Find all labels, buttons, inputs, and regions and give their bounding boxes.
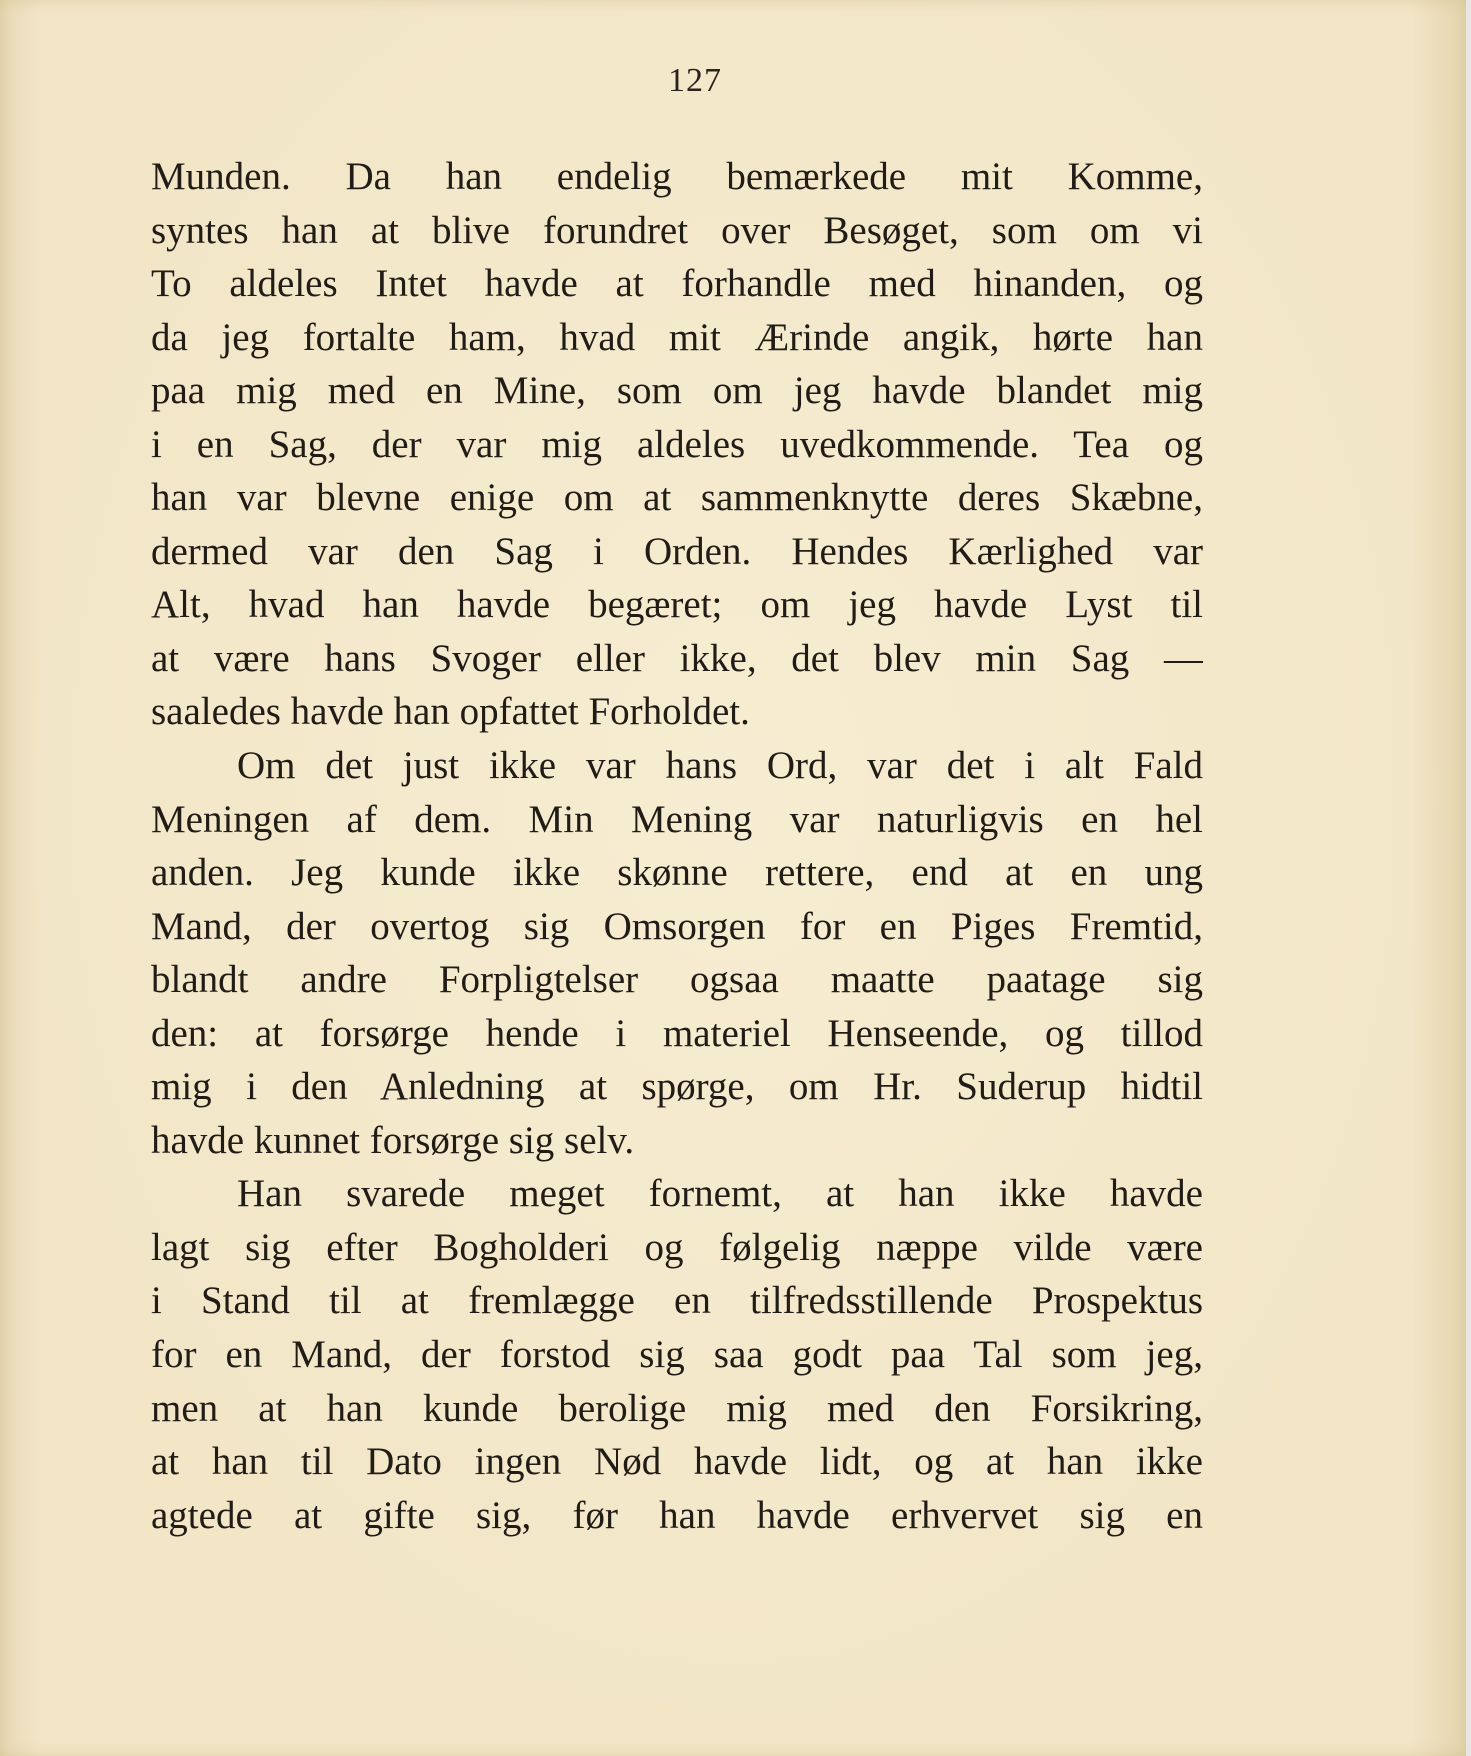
text-line: blandt andre Forpligtelser ogsaa maatte paatage sig xyxy=(151,958,1203,1002)
text-line: dermed var den Sag i Orden. Hendes Kærlighed var xyxy=(151,529,1203,573)
text-line: agtede at gifte sig, før han havde erhvervet sig en xyxy=(151,1493,1203,1537)
page-number: 127 xyxy=(668,62,722,99)
text-line: den: at forsørge hende i materiel Henseende, og tillod xyxy=(151,1011,1203,1055)
text-line: Han svarede meget fornemt, at han ikke havde xyxy=(237,1172,1203,1216)
text-line: syntes han at blive forundret over Besøget, som om vi xyxy=(151,208,1203,252)
text-line: anden. Jeg kunde ikke skønne rettere, end at en ung xyxy=(151,851,1203,895)
text-line: for en Mand, der forstod sig saa godt paa Tal som jeg, xyxy=(151,1333,1203,1377)
body-text xyxy=(151,150,1203,1542)
text-line: saaledes havde han opfattet Forholdet. xyxy=(151,690,750,734)
text-line: men at han kunde berolige mig med den Forsikring, xyxy=(151,1386,1203,1430)
text-line: Munden. Da han endelig bemærkede mit Komme, xyxy=(151,155,1203,198)
scan-edge xyxy=(1466,0,1471,1756)
text-line: i en Sag, der var mig aldeles uvedkommende. Tea og xyxy=(151,422,1203,466)
text-line: da jeg fortalte ham, hvad mit Ærinde angik, hørte han xyxy=(151,315,1203,359)
text-line: Mand, der overtog sig Omsorgen for en Piges Fremtid, xyxy=(151,904,1203,948)
text-line: i Stand til at fremlægge en tilfredsstillende Prospektus xyxy=(151,1279,1203,1323)
text-line: lagt sig efter Bogholderi og følgelig næppe vilde være xyxy=(151,1225,1203,1269)
text-line: at han til Dato ingen Nød havde lidt, og at han ikke xyxy=(151,1440,1203,1484)
text-line: at være hans Svoger eller ikke, det blev min Sag — xyxy=(151,636,1203,680)
text-line: havde kunnet forsørge sig selv. xyxy=(151,1118,635,1162)
text-line: mig i den Anledning at spørge, om Hr. Suderup hidtil xyxy=(151,1065,1203,1109)
text-line: paa mig med en Mine, som om jeg havde blandet mig xyxy=(151,369,1203,413)
text-line: Meningen af dem. Min Mening var naturligvis en hel xyxy=(151,797,1203,841)
text-line: To aldeles Intet havde at forhandle med hinanden, og xyxy=(151,262,1203,306)
text-line: Om det just ikke var hans Ord, var det i alt Fald xyxy=(237,744,1203,788)
text-line: Alt, hvad han havde begæret; om jeg havde Lyst til xyxy=(151,583,1203,627)
text-line: han var blevne enige om at sammenknytte deres Skæbne, xyxy=(151,476,1203,520)
